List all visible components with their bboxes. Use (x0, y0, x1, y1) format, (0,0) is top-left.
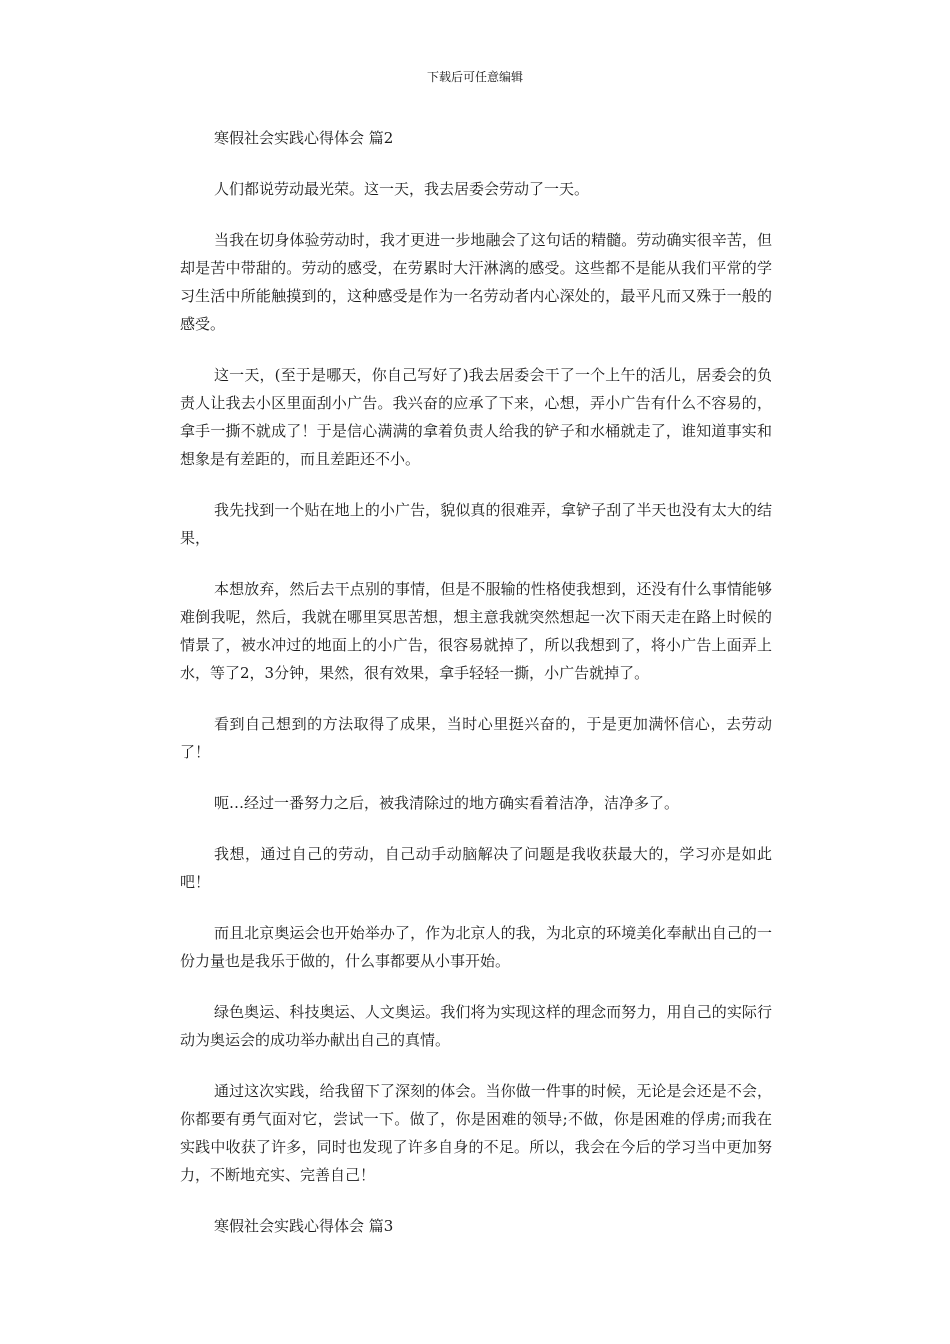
paragraph: 人们都说劳动最光荣。这一天，我去居委会劳动了一天。 (214, 180, 590, 198)
section-heading: 寒假社会实践心得体会 篇2 (214, 129, 394, 147)
section-heading: 寒假社会实践心得体会 篇3 (214, 1217, 394, 1235)
document-body (180, 124, 772, 1263)
paragraph: 当我在切身体验劳动时，我才更进一步地融会了这句话的精髓。劳动确实很辛苦，但却是苦中带甜的。劳动的感受，在劳累时大汗淋漓的感受。这些都不是能从我们平常的学习生活中所能触摸到的，这种感受是作为一名劳动者内心深处的，最平凡而又殊于一般的感受。 (180, 231, 772, 333)
paragraph: 呃…经过一番努力之后，被我清除过的地方确实看着洁净，洁净多了。 (214, 794, 680, 812)
paragraph: 我想，通过自己的劳动，自己动手动脑解决了问题是我收获最大的，学习亦是如此吧！ (180, 845, 772, 891)
paragraph: 这一天，(至于是哪天，你自己写好了)我去居委会干了一个上午的活儿，居委会的负责人让我去小区里面刮小广告。我兴奋的应承了下来，心想，弄小广告有什么不容易的，拿手一撕不就成了！于是信心满满的拿着负责人给我的铲子和水桶就走了，谁知道事实和想象是有差距的，而且差距还不小。 (180, 366, 772, 468)
paragraph: 通过这次实践，给我留下了深刻的体会。当你做一件事的时候，无论是会还是不会，你都要有勇气面对它，尝试一下。做了，你是困难的领导;不做，你是困难的俘虏;而我在实践中收获了许多，同时也发现了许多自身的不足。所以，我会在今后的学习当中更加努力，不断地充实、完善自己！ (180, 1082, 772, 1184)
paragraph: 绿色奥运、科技奥运、人文奥运。我们将为实现这样的理念而努力，用自己的实际行动为奥运会的成功举办献出自己的真情。 (180, 1003, 772, 1049)
paragraph: 看到自己想到的方法取得了成果，当时心里挺兴奋的，于是更加满怀信心，去劳动了！ (180, 715, 772, 761)
paragraph: 我先找到一个贴在地上的小广告，貌似真的很难弄，拿铲子刮了半天也没有太大的结果， (180, 501, 772, 547)
download-note: 下载后可任意编辑 (426, 70, 523, 84)
paragraph: 而且北京奥运会也开始举办了，作为北京人的我，为北京的环境美化奉献出自己的一份力量也是我乐于做的，什么事都要从小事开始。 (180, 924, 772, 970)
paragraph: 本想放弃，然后去干点别的事情，但是不服输的性格使我想到，还没有什么事情能够难倒我呢，然后，我就在哪里冥思苦想，想主意我就突然想起一次下雨天走在路上时候的情景了，被水冲过的地面上的小广告，很容易就掉了，所以我想到了，将小广告上面弄上水，等了2，3分钟，果然，很有效果，拿手轻轻一撕，小广告就掉了。 (180, 580, 772, 682)
